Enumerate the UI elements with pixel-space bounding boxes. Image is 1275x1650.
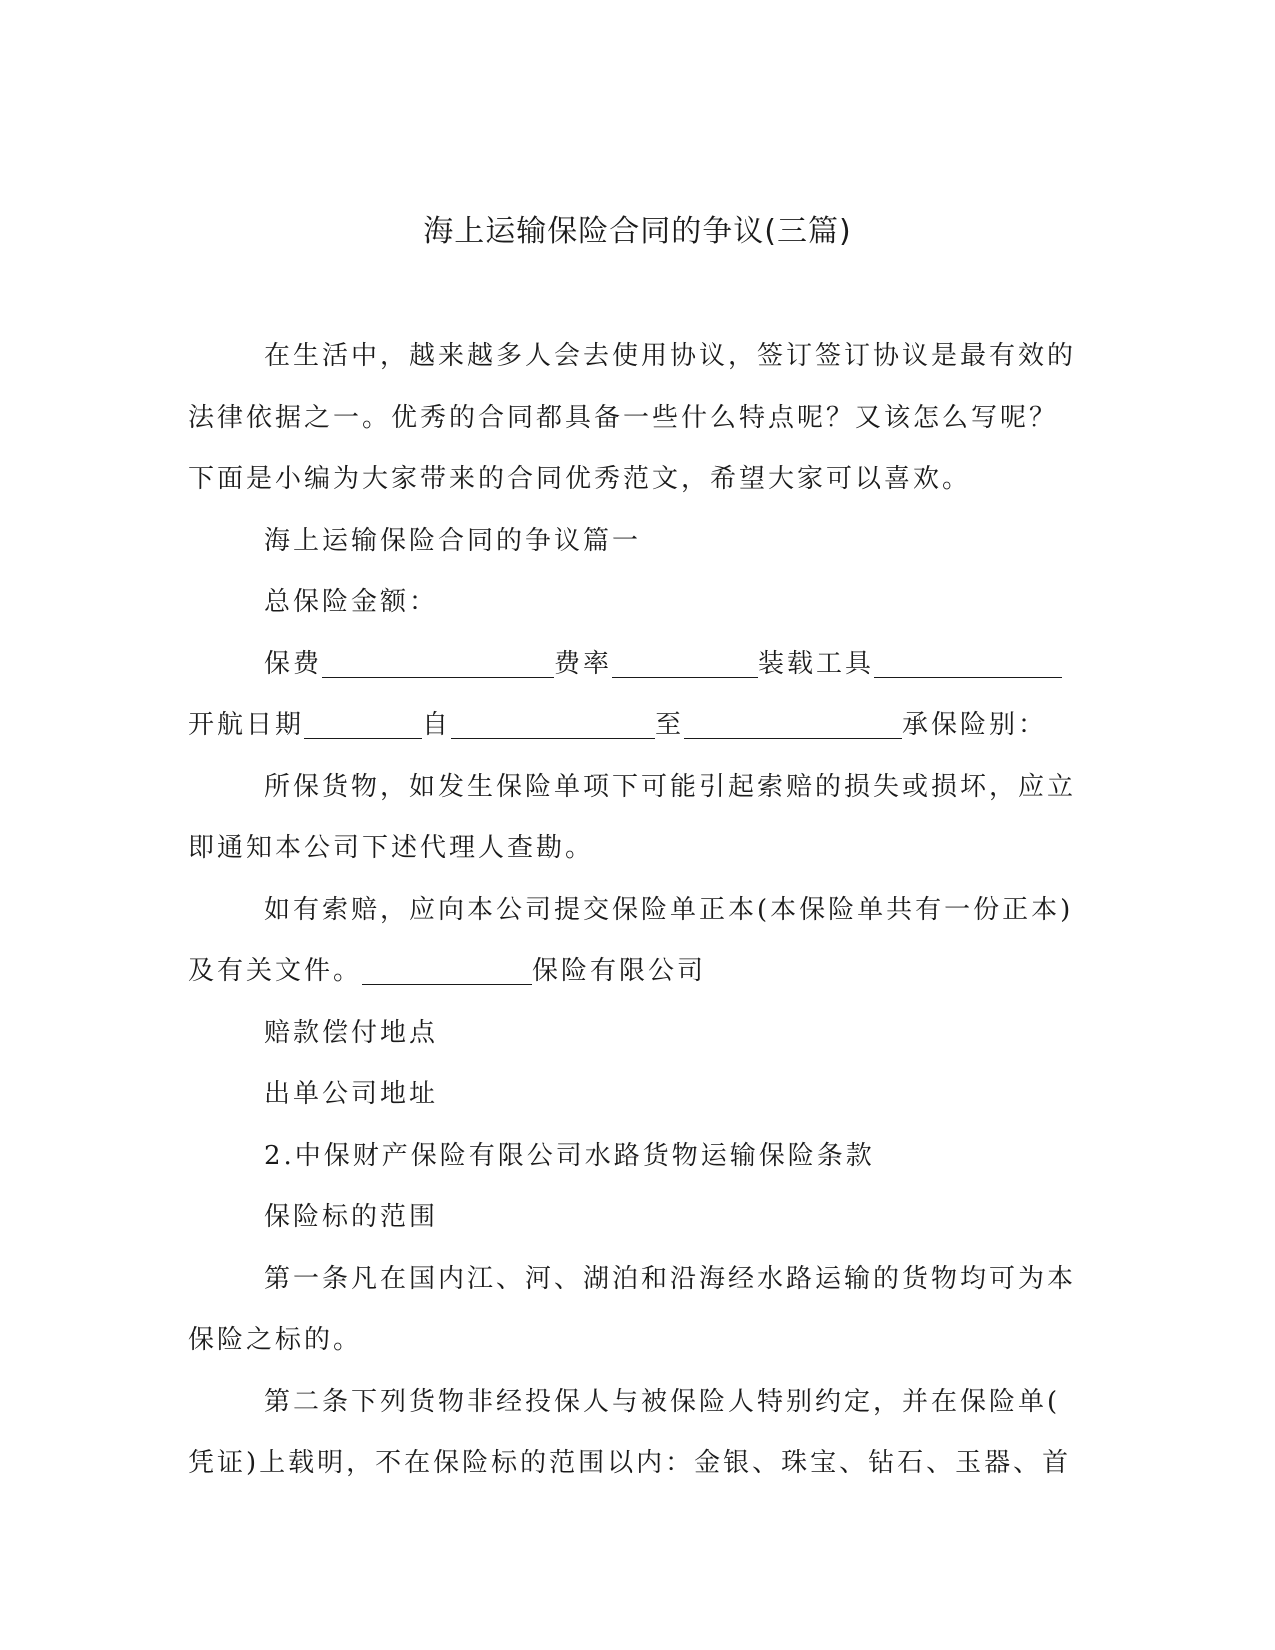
premium-label: 保费 [264,648,323,679]
from-label: 自 [422,710,452,740]
claim-notice-line-2: 即通知本公司下述代理人查勘。 [188,833,595,863]
premium-line [188,634,1068,696]
from-blank [451,711,655,739]
intro-line-2: 法律依据之一。优秀的合同都具备一些什么特点呢？又该怎么写呢？ [188,402,1059,433]
section-heading: 海上运输保险合同的争议篇一 [264,525,642,556]
payment-place: 赔款偿付地点 [264,1017,439,1048]
claim-docs-text: 及有关文件。 [188,956,363,986]
premium-blank [322,649,554,677]
intro-line-3: 下面是小编为大家带来的合同优秀范文，希望大家可以喜欢。 [188,464,972,494]
claim-docs-line-2 [188,941,1068,1003]
clause-title: 2.中保财产保险有限公司水路货物运输保险条款 [264,1140,875,1171]
sailing-line [188,695,1068,757]
sailing-date-label: 开航日期 [188,710,305,740]
conditions-label: 承保险别： [902,710,1048,740]
claim-notice-line-1: 所保货物，如发生保险单项下可能引起索赔的损失或损坏，应立 [264,771,1077,802]
to-blank [684,711,902,739]
article-one-line-2: 保险之标的。 [188,1325,363,1355]
intro-line-1: 在生活中，越来越多人会去使用协议，签订签订协议是最有效的 [264,341,1077,371]
issuer-address: 出单公司地址 [264,1079,439,1109]
company-suffix: 保险有限公司 [532,956,707,986]
conveyance-blank [874,649,1062,677]
article-two-line-2: 凭证)上载明，不在保险标的范围以内：金银、珠宝、钻石、玉器、首 [188,1448,1072,1478]
article-one-line-1: 第一条凡在国内江、河、湖泊和沿海经水路运输的货物均可为本 [264,1263,1077,1294]
document-title: 海上运输保险合同的争议(三篇) [423,214,852,249]
rate-blank [612,649,758,677]
scope-heading: 保险标的范围 [264,1202,439,1232]
total-amount-label: 总保险金额： [264,587,439,617]
claim-docs-line-1: 如有索赔，应向本公司提交保险单正本(本保险单共有一份正本) [264,894,1074,925]
article-two-line-1: 第二条下列货物非经投保人与被保险人特别约定，并在保险单( [264,1386,1061,1417]
sailing-date-blank [304,711,422,739]
company-blank [362,957,532,985]
to-label: 至 [655,710,685,740]
rate-label: 费率 [554,648,613,679]
conveyance-label: 装载工具 [758,648,875,679]
document-body [188,326,1077,1495]
